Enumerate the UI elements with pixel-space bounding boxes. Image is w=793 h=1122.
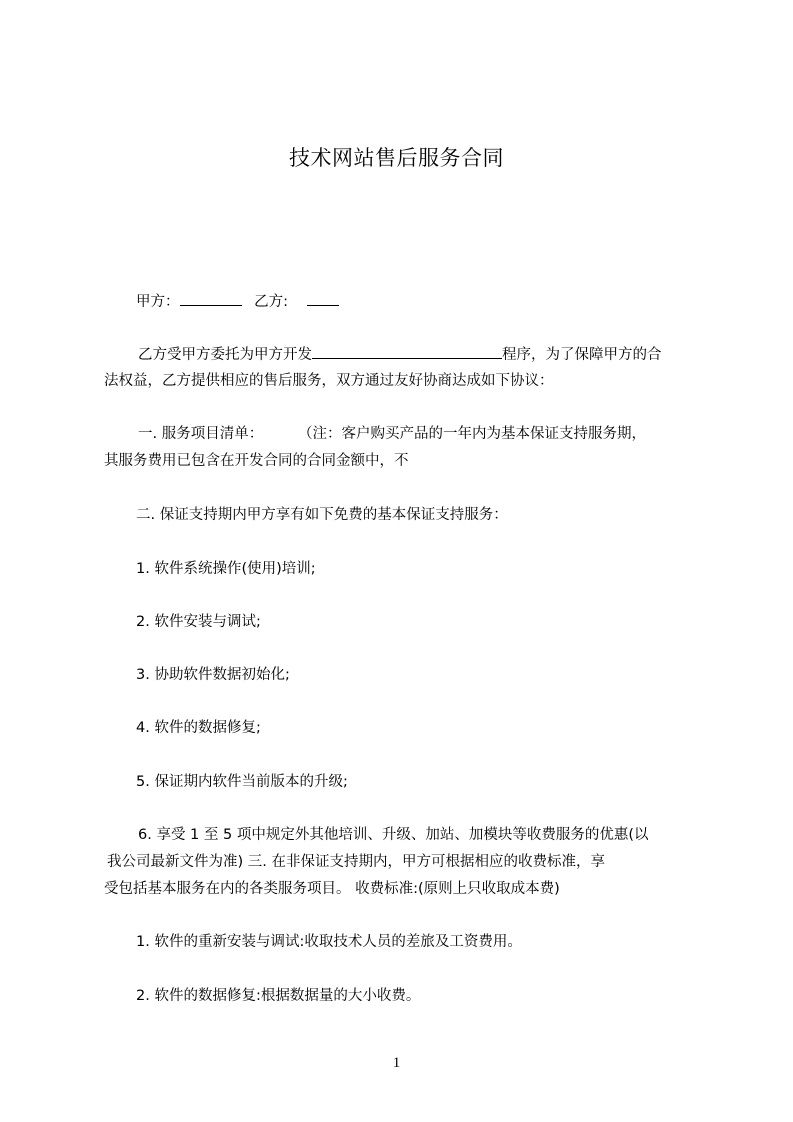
service-item-4: 4. 软件的数据修复; xyxy=(136,720,261,736)
service-item-1: 1. 软件系统操作(使用)培训; xyxy=(136,561,316,577)
party-a-blank xyxy=(180,291,242,306)
party-b-label: 乙方: xyxy=(254,294,288,310)
party-b-blank xyxy=(307,291,339,306)
document-title: 技术网站售后服务合同 xyxy=(289,146,504,170)
section-1-note: （注：客户购买产品的一年内为基本保证支持服务期， xyxy=(305,426,646,442)
service-item-6-line-1: 6. 享受 1 至 5 项中规定外其他培训、升级、加站、加模块等收费服务的优惠(以 xyxy=(138,827,649,843)
program-name-blank xyxy=(312,344,502,359)
intro-text-start: 乙方受甲方委托为甲方开发 xyxy=(138,347,312,363)
service-item-2: 2. 软件安装与调试; xyxy=(136,614,261,630)
intro-line-1 xyxy=(138,344,738,365)
section-1-title: 一. 服务项目清单： xyxy=(138,426,264,442)
service-item-6-line-3: 受包括基本服务在内的各类服务项目。 收费标准:(原则上只收取成本费) xyxy=(104,881,560,897)
party-a-label: 甲方： xyxy=(136,294,180,310)
section-1-note-cont: 其服务费用已包含在开发合同的合同金额中，不 xyxy=(104,453,409,469)
page-number: 1 xyxy=(392,1055,401,1071)
section-1-heading xyxy=(138,424,738,444)
service-item-5: 5. 保证期内软件当前版本的升级; xyxy=(136,774,348,790)
section-2-heading: 二. 保证支持期内甲方享有如下免费的基本保证支持服务： xyxy=(136,507,508,523)
intro-line-2: 法权益，乙方提供相应的售后服务，双方通过友好协商达成如下协议： xyxy=(104,373,554,389)
service-item-6-line-2: 我公司最新文件为准) 三. 在非保证支持期内，甲方可根据相应的收费标准，享 xyxy=(107,854,605,870)
intro-text-end: 程序，为了保障甲方的合 xyxy=(502,347,662,363)
service-item-3: 3. 协助软件数据初始化; xyxy=(136,667,290,683)
fee-item-1: 1. 软件的重新安装与调试:收取技术人员的差旅及工资费用。 xyxy=(136,934,522,950)
parties-line xyxy=(136,291,736,312)
fee-item-2: 2. 软件的数据修复:根据数据量的大小收费。 xyxy=(136,988,421,1004)
